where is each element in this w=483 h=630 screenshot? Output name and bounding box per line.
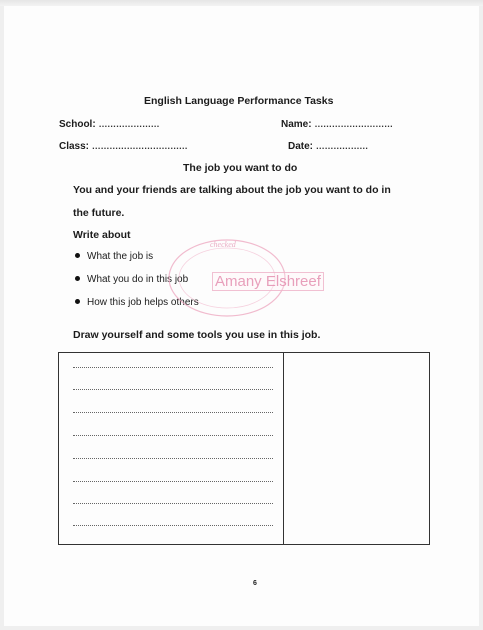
writing-line[interactable] — [73, 389, 273, 390]
write-about-heading: Write about — [73, 229, 131, 241]
box-divider — [283, 353, 284, 544]
bullet-text: What you do in this job — [87, 274, 189, 285]
stamp-ring-text: checked — [210, 240, 236, 249]
writing-line[interactable] — [73, 435, 273, 436]
name-field — [281, 119, 393, 130]
school-label: School: — [59, 119, 96, 130]
worksheet-title: English Language Performance Tasks — [144, 95, 334, 107]
class-label: Class: — [59, 141, 90, 152]
name-label: Name: — [281, 119, 312, 130]
writing-line[interactable] — [73, 367, 273, 368]
writing-line[interactable] — [73, 525, 273, 526]
writing-line[interactable] — [73, 481, 273, 482]
bullet-dot-icon — [75, 276, 80, 281]
class-field — [59, 141, 188, 152]
bullet-item — [75, 251, 153, 262]
bullet-dot-icon — [75, 253, 80, 258]
name-dots: ……………………… — [314, 119, 393, 129]
date-label: Date: — [288, 141, 314, 152]
class-dots: …………………………… — [91, 141, 188, 151]
task-subtitle: The job you want to do — [183, 162, 298, 174]
school-dots: ………………… — [98, 119, 160, 129]
writing-line[interactable] — [73, 458, 273, 459]
date-dots: ……………… — [315, 141, 368, 151]
date-field — [288, 141, 368, 152]
draw-instruction: Draw yourself and some tools you use in this job. — [73, 329, 321, 341]
bullet-text: How this job helps others — [87, 297, 199, 308]
writing-line[interactable] — [73, 503, 273, 504]
writing-line[interactable] — [73, 412, 273, 413]
school-field — [59, 119, 159, 130]
intro-line-2: the future. — [73, 207, 125, 219]
answer-box[interactable] — [58, 352, 430, 545]
intro-line-1: You and your friends are talking about the job you want to do in — [73, 184, 391, 196]
stamp-name: Amany Elshreef — [212, 272, 324, 291]
bullet-dot-icon — [75, 299, 80, 304]
bullet-text: What the job is — [87, 251, 154, 262]
page-number: 6 — [253, 580, 257, 587]
